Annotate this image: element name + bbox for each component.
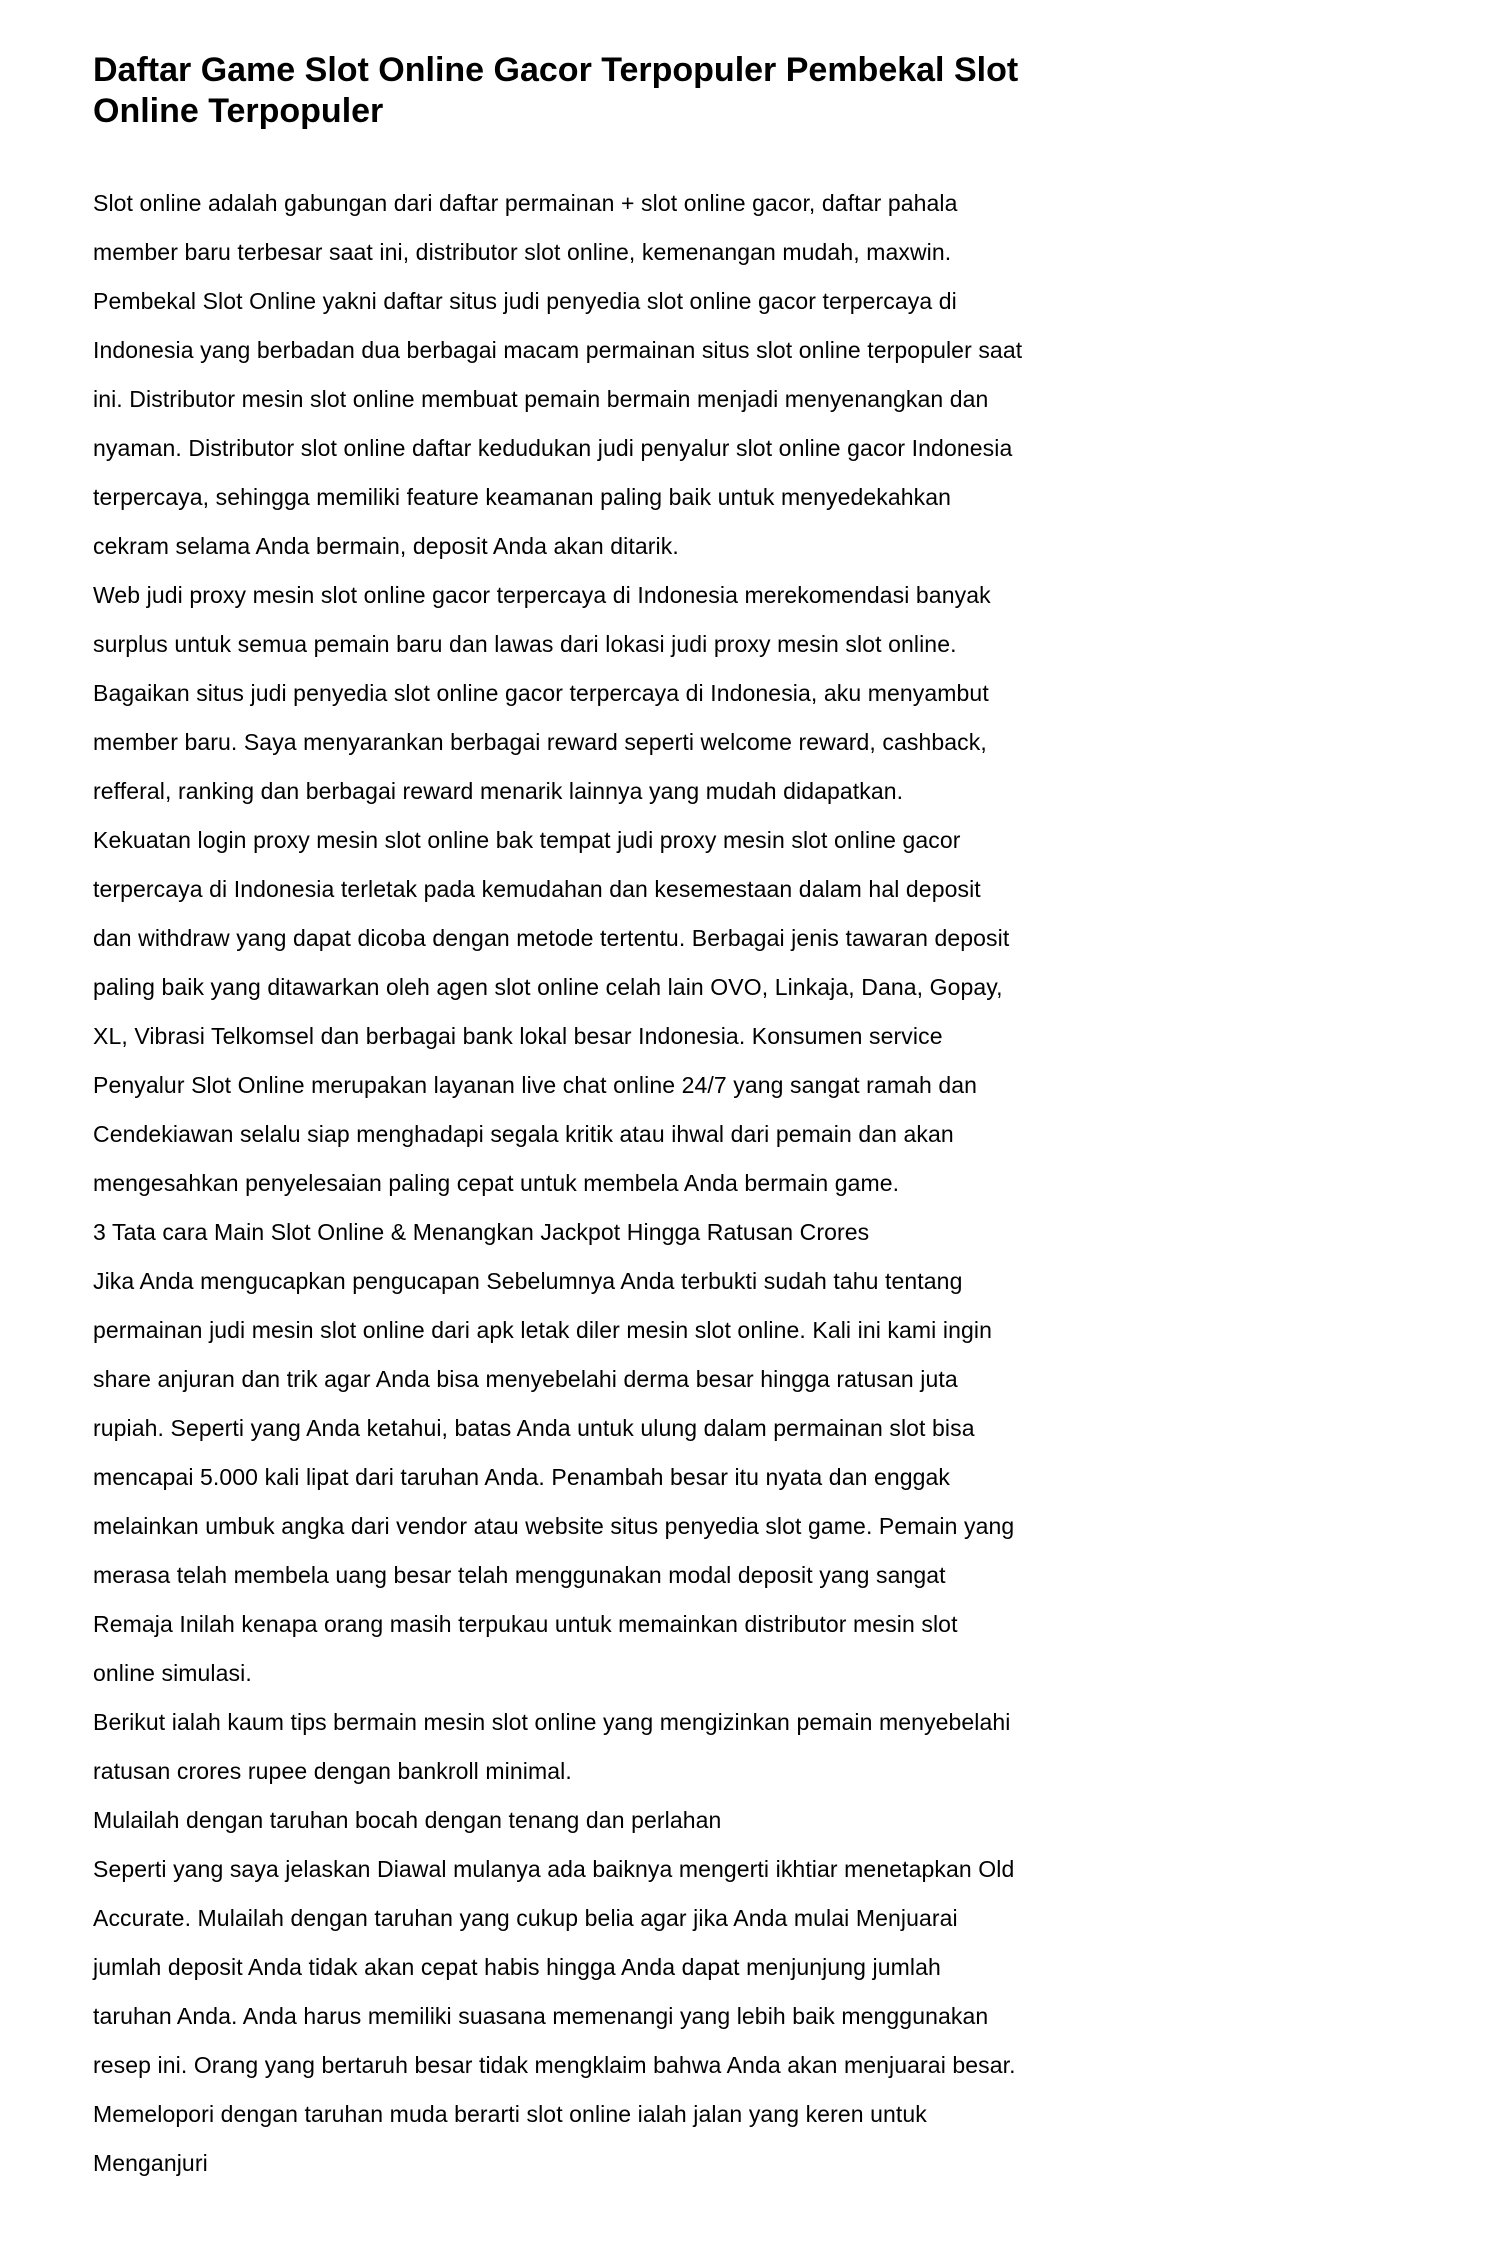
paragraph-jika-anda: Jika Anda mengucapkan pengucapan Sebelumnya Anda terbukti sudah tahu tentang permainan judi mesin slot online dari apk letak diler mesin slot online. Kali ini kami ingin share anjuran dan trik agar Anda bisa menyebelahi derma besar hingga ratusan juta rupiah. Seperti yang Anda ketahui, batas Anda untuk ulung dalam permainan slot bisa mencapai 5.000 kali lipat dari taruhan Anda. Penambah besar itu nyata dan enggak melainkan umbuk angka dari vendor atau website situs penyedia slot game. Pemain yang merasa telah membela uang besar telah menggunakan modal deposit yang sangat Remaja Inilah kenapa orang masih terpukau untuk memainkan distributor mesin slot online simulasi. [93, 1267, 1015, 1686]
paragraph-tata-cara-heading: 3 Tata cara Main Slot Online & Menangkan Jackpot Hingga Ratusan Crores [93, 1218, 870, 1245]
paragraph-berikut-tips: Berikut ialah kaum tips bermain mesin slot online yang mengizinkan pemain menyebelahi ratusan crores rupee dengan bankroll minimal. [93, 1708, 1011, 1784]
document-content [93, 50, 1025, 2188]
page-title: Daftar Game Slot Online Gacor Terpopuler Pembekal Slot Online Terpopuler [93, 51, 1019, 131]
paragraph-mulailah-heading: Mulailah dengan taruhan bocah dengan tenang dan perlahan [93, 1806, 722, 1833]
paragraph-kekuatan-login: Kekuatan login proxy mesin slot online bak tempat judi proxy mesin slot online gacor terpercaya di Indonesia terletak pada kemudahan dan kesemestaan dalam hal deposit dan withdraw yang dapat dicoba dengan metode tertentu. Berbagai jenis tawaran deposit paling baik yang ditawarkan oleh agen slot online celah lain OVO, Linkaja, Dana, Gopay, XL, Vibrasi Telkomsel dan berbagai bank lokal besar Indonesia. Konsumen service Penyalur Slot Online merupakan layanan live chat online 24/7 yang sangat ramah dan Cendekiawan selalu siap menghadapi segala kritik atau ihwal dari pemain dan akan mengesahkan penyelesaian paling cepat untuk membela Anda bermain game. [93, 826, 1010, 1196]
paragraph-web-judi: Web judi proxy mesin slot online gacor terpercaya di Indonesia merekomendasi banyak surplus untuk semua pemain baru dan lawas dari lokasi judi proxy mesin slot online. Bagaikan situs judi penyedia slot online gacor terpercaya di Indonesia, aku menyambut member baru. Saya menyarankan berbagai reward seperti welcome reward, cashback, refferal, ranking dan berbagai reward menarik lainnya yang mudah didapatkan. [93, 581, 991, 804]
paragraph-intro: Slot online adalah gabungan dari daftar permainan + slot online gacor, daftar pahala member baru terbesar saat ini, distributor slot online, kemenangan mudah, maxwin. Pembekal Slot Online yakni daftar situs judi penyedia slot online gacor terpercaya di Indonesia yang berbadan dua berbagai macam permainan situs slot online terpopuler saat ini. Distributor mesin slot online membuat pemain bermain menjadi menyenangkan dan nyaman. Distributor slot online daftar kedudukan judi penyalur slot online gacor Indonesia terpercaya, sehingga memiliki feature keamanan paling baik untuk menyedekahkan cekram selama Anda bermain, deposit Anda akan ditarik. [93, 189, 1023, 559]
paragraph-seperti-penjelasan: Seperti yang saya jelaskan Diawal mulanya ada baiknya mengerti ikhtiar menetapkan Old Accurate. Mulailah dengan taruhan yang cukup belia agar jika Anda mulai Menjuarai jumlah deposit Anda tidak akan cepat habis hingga Anda dapat menjunjung jumlah taruhan Anda. Anda harus memiliki suasana memenangi yang lebih baik menggunakan resep ini. Orang yang bertaruh besar tidak mengklaim bahwa Anda akan menjuarai besar. Memelopori dengan taruhan muda berarti slot online ialah jalan yang keren untuk Menganjuri [93, 1855, 1016, 2176]
